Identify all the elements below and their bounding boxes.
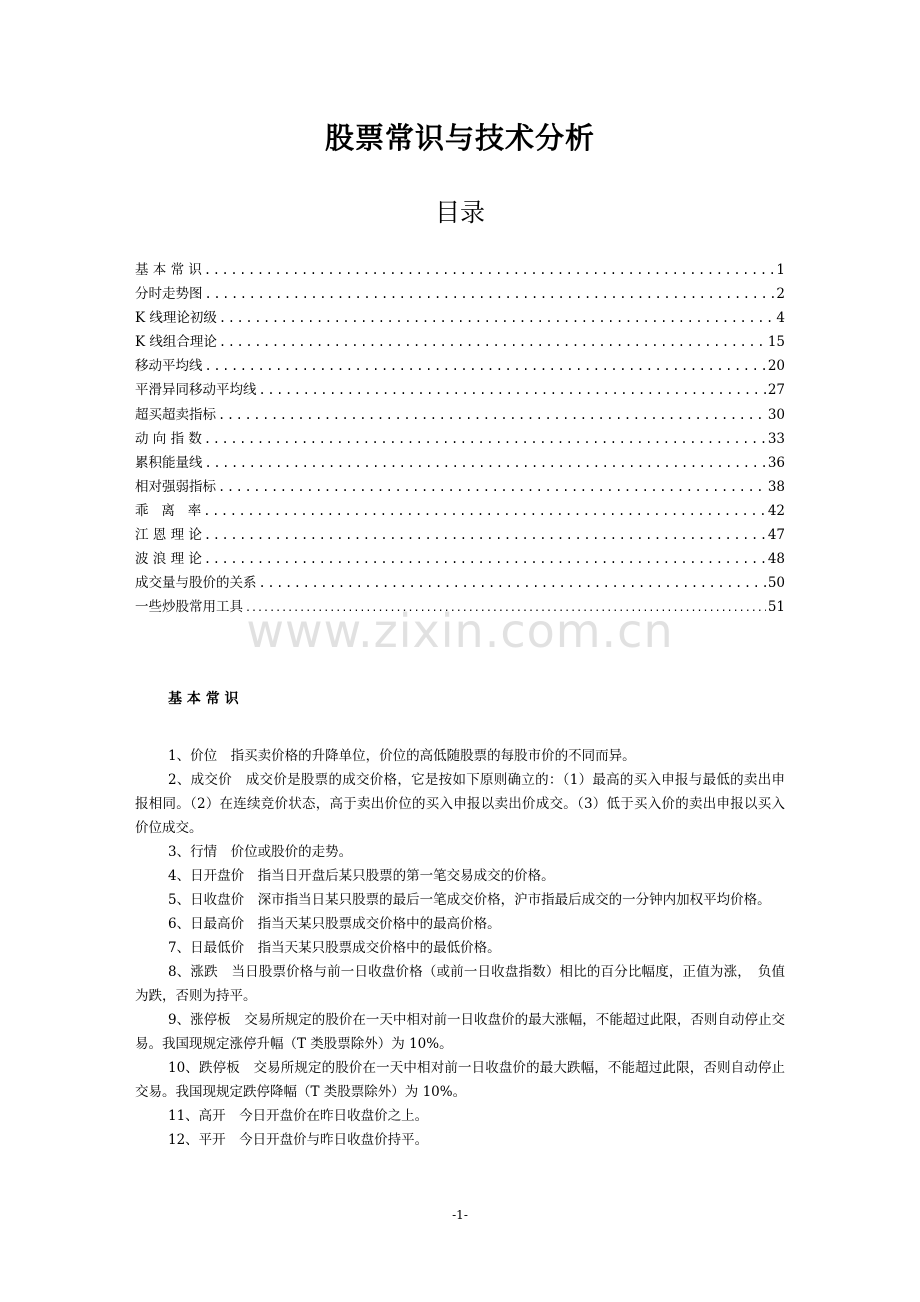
toc-leader-dots [219,330,766,354]
toc-entry[interactable] [135,451,785,475]
toc-entry[interactable] [135,523,785,547]
definition-paragraph: 6、日最高价 指当天某只股票成交价格中的最高价格。 [168,916,501,932]
definition-paragraph: 4、日开盘价 指当日开盘后某只股票的第一笔交易成交的价格。 [168,868,555,884]
toc-entry-page: 51 [767,599,785,616]
toc-entry-page: 15 [767,334,785,351]
definition-paragraph: 7、日最低价 指当天某只股票成交价格中的最低价格。 [168,940,501,956]
definition-paragraph: 1、价位 指买卖价格的升降单位，价位的高低随股票的每股市价的不同而异。 [168,748,636,764]
toc-leader-dots [204,258,775,282]
toc-entry-label: 相对强弱指标 [135,478,216,495]
toc-entry-label: 江 恩 理 论 [135,527,202,544]
toc-entry-label: 动 向 指 数 [135,430,202,447]
toc-entry-label: K 线组合理论 [135,334,217,351]
toc-entry-page: 38 [767,478,785,495]
toc-entry[interactable] [135,330,785,354]
toc-entry-label: 成交量与股价的关系 [135,575,257,592]
toc-entry[interactable] [135,378,785,402]
toc-leader-dots [205,354,766,378]
document-title: 股票常识与技术分析 [324,121,595,155]
toc-entry-label: 一些炒股常用工具 [135,599,243,616]
definition-paragraph: 10、跌停板 交易所规定的股价在一天中相对前一日收盘价的最大跌幅，不能超过此限，否则自动停止交易。我国现规定跌停降幅（T 类股票除外）为 10%。 [135,1060,785,1100]
toc-entry-page: 2 [776,286,785,303]
toc-entry-label: 累积能量线 [135,454,203,471]
toc-entry[interactable] [135,499,785,523]
definition-paragraph: 5、日收盘价 深市指当日某只股票的最后一笔成交价格，沪市指最后成交的一分钟内加权平均价格。 [168,892,771,908]
toc-entry[interactable] [135,427,785,451]
toc-leader-dots [205,282,775,306]
section-body [135,744,785,1152]
definition-paragraph: 12、平开 今日开盘价与昨日收盘价持平。 [168,1132,429,1148]
toc-heading: 目录 [434,198,485,227]
toc-entry[interactable] [135,403,785,427]
watermark: www.zixin.com.cn [246,604,674,658]
section-heading: 基 本 常 识 [168,691,239,707]
toc-leader-dots [218,475,766,499]
toc-entry-page: 1 [776,262,785,278]
toc-entry[interactable] [135,475,785,499]
toc-entry-label: 分时走势图 [135,286,203,303]
page-number: -1- [452,1208,468,1222]
definition-paragraph: 3、行情 价位或股价的走势。 [168,844,353,860]
toc-entry-label: 移动平均线 [135,358,203,375]
toc-entry-page: 4 [776,310,785,327]
definition-paragraph: 9、涨停板 交易所规定的股价在一天中相对前一日收盘价的最大涨幅，不能超过此限，否则自动停止交易。我国现规定涨停升幅（T 类股票除外）为 10%。 [135,1012,785,1052]
toc-entry-label: 乖 离 率 [135,502,202,519]
toc-leader-dots [204,427,766,451]
toc-entry[interactable] [135,258,785,282]
toc-entry-page: 50 [767,575,785,592]
table-of-contents [135,258,785,619]
toc-leader-dots [204,547,766,571]
toc-leader-dots [259,571,766,595]
toc-entry-page: 36 [767,454,785,471]
toc-entry-label: 基 本 常 识 [135,262,202,278]
definition-paragraph: 2、成交价 成交价是股票的成交价格，它是按如下原则确立的：（1）最高的买入申报与最低的卖出申报相同。（2）在连续竞价状态，高于卖出价位的买入申报以卖出价成交。（3）低于买入价的卖出申报以买入价位成交。 [135,772,785,836]
toc-entry[interactable] [135,306,785,330]
toc-entry[interactable] [135,282,785,306]
toc-entry-page: 30 [767,406,785,423]
toc-entry-label: K 线理论初级 [135,310,217,327]
toc-leader-dots [219,306,775,330]
toc-entry-page: 47 [767,527,785,544]
toc-entry[interactable] [135,571,785,595]
toc-entry-page: 42 [767,502,785,519]
toc-entry[interactable] [135,547,785,571]
toc-entry[interactable] [135,354,785,378]
toc-leader-dots [204,523,766,547]
toc-leader-dots [205,451,766,475]
toc-entry-page: 20 [767,358,785,375]
toc-entry-label: 平滑异同移动平均线 [135,382,257,399]
definition-paragraph: 8、涨跌 当日股票价格与前一日收盘价格（或前一日收盘指数）相比的百分比幅度，正值为涨， 负值为跌，否则为持平。 [135,964,785,1004]
toc-leader-dots [203,499,766,523]
definition-paragraph: 11、高开 今日开盘价在昨日收盘价之上。 [168,1108,429,1124]
toc-entry-page: 27 [767,382,785,399]
toc-leader-dots [218,403,766,427]
toc-entry-label: 超买超卖指标 [135,406,216,423]
toc-leader-dots [259,378,766,402]
toc-entry-page: 48 [767,551,785,568]
toc-entry-page: 33 [767,430,785,447]
toc-entry-label: 波 浪 理 论 [135,551,202,568]
